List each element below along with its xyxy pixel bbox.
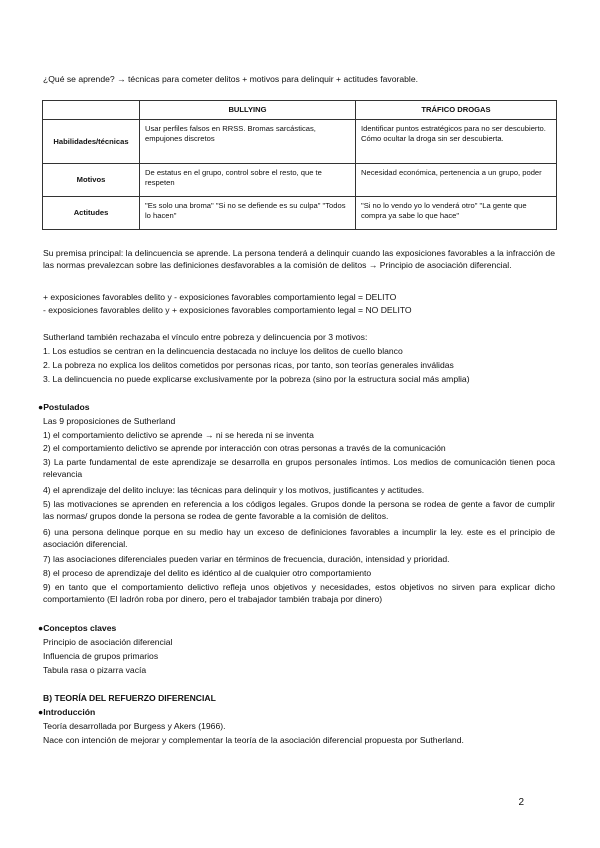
header-bullying: BULLYING bbox=[140, 101, 356, 120]
premise-paragraph: Su premisa principal: la delincuencia se aprende. La persona tenderá a delinquir cuando las exposiciones favorables a la infracción de las normas prevalezcan sobre las definiciones desfavorables a la comisión de delitos → Principio de asociación diferencial. bbox=[43, 248, 555, 270]
concepto-item: Principio de asociación diferencial bbox=[43, 637, 173, 647]
row-label: Habilidades/técnicas bbox=[43, 120, 140, 164]
cell-trafico: Necesidad económica, pertenencia a un grupo, poder bbox=[356, 164, 557, 197]
intro-item: Teoría desarrollada por Burgess y Akers (1966). bbox=[43, 721, 226, 731]
concepto-item: Tabula rasa o pizarra vacía bbox=[43, 665, 147, 675]
postulados-heading: ●Postulados bbox=[38, 402, 90, 412]
cell-bullying: "Es solo una broma" "Si no se defiende es su culpa" "Todos lo hacen" bbox=[140, 197, 356, 230]
formula-delito: + exposiciones favorables delito y - exposiciones favorables comportamiento legal = DELITO bbox=[43, 292, 397, 302]
header-empty bbox=[43, 101, 140, 120]
postulado-item: 8) el proceso de aprendizaje del delito es idéntico al de cualquier otro comportamiento bbox=[43, 568, 372, 578]
conceptos-heading: ●Conceptos claves bbox=[38, 623, 117, 633]
postulado-item: 2) el comportamiento delictivo se aprende por interacción con otras personas a través de la comunicación bbox=[43, 443, 446, 453]
table-row bbox=[43, 197, 557, 230]
section-b-heading: B) TEORÍA DEL REFUERZO DIFERENCIAL bbox=[43, 693, 216, 703]
poverty-item: 1. Los estudios se centran en la delincuencia destacada no incluye los delitos de cuello blanco bbox=[43, 346, 403, 356]
row-label: Motivos bbox=[43, 164, 140, 197]
concepto-item: Influencia de grupos primarios bbox=[43, 651, 159, 661]
intro-line: ¿Qué se aprende? → técnicas para cometer delitos + motivos para delinquir + actitudes favorable. bbox=[43, 74, 418, 84]
table-row bbox=[43, 120, 557, 164]
postulado-item: 6) una persona delinque porque en su medio hay un exceso de definiciones favorables a incumplir la ley. este es el principio de asociación diferencial. bbox=[43, 527, 555, 549]
postulados-intro: Las 9 proposiciones de Sutherland bbox=[43, 416, 176, 426]
cell-trafico: Identificar puntos estratégicos para no ser descubierto. Cómo ocultar la droga sin ser descubierta. bbox=[356, 120, 557, 164]
intro-item: Nace con intención de mejorar y complementar la teoría de la asociación diferencial propuesta por Sutherland. bbox=[43, 735, 464, 745]
postulado-item: 9) en tanto que el comportamiento delictivo refleja unos objetivos y necesidades, estos objetivos no sirven para explicar dicho comportamiento (El ladrón roba por dinero, pero el trabajador también trabaja por dinero) bbox=[43, 582, 555, 604]
cell-trafico: "Si no lo vendo yo lo venderá otro" "La gente que compra ya sabe lo que hace" bbox=[356, 197, 557, 230]
cell-bullying: Usar perfiles falsos en RRSS. Bromas sarcásticas, empujones discretos bbox=[140, 120, 356, 164]
postulado-item: 1) el comportamiento delictivo se aprende → ni se hereda ni se inventa bbox=[43, 430, 314, 440]
poverty-item: 2. La pobreza no explica los delitos cometidos por personas ricas, por tanto, son teorías generales inválidas bbox=[43, 360, 454, 370]
formula-no-delito: - exposiciones favorables delito y + exposiciones favorables comportamiento legal = NO DELITO bbox=[43, 305, 412, 315]
postulado-item: 3) La parte fundamental de este aprendizaje se desarrolla en grupos personales íntimos. Los medios de comunicación tienen poca relevancia bbox=[43, 457, 555, 479]
postulado-item: 4) el aprendizaje del delito incluye: las técnicas para delinquir y los motivos, justificantes y actitudes. bbox=[43, 485, 425, 495]
table-row bbox=[43, 164, 557, 197]
postulado-item: 5) las motivaciones se aprenden en referencia a los códigos legales. Grupos donde la persona se rodea de gente a favor de cumplir las normas/ grupos donde la persona se rodea de gente favorable a la comisión de delitos. bbox=[43, 499, 555, 521]
page-number: 2 bbox=[518, 797, 524, 808]
row-label: Actitudes bbox=[43, 197, 140, 230]
table-header-row bbox=[43, 101, 557, 120]
poverty-item: 3. La delincuencia no puede explicarse exclusivamente por la pobreza (sino por la estructura social más amplia) bbox=[43, 374, 470, 384]
header-trafico: TRÁFICO DROGAS bbox=[356, 101, 557, 120]
postulado-item: 7) las asociaciones diferenciales pueden variar en términos de frecuencia, duración, intensidad y prioridad. bbox=[43, 554, 450, 564]
poverty-intro: Sutherland también rechazaba el vínculo entre pobreza y delincuencia por 3 motivos: bbox=[43, 332, 368, 342]
comparison-table bbox=[42, 100, 557, 230]
cell-bullying: De estatus en el grupo, control sobre el resto, que te respeten bbox=[140, 164, 356, 197]
introduccion-heading: ●Introducción bbox=[38, 707, 96, 717]
